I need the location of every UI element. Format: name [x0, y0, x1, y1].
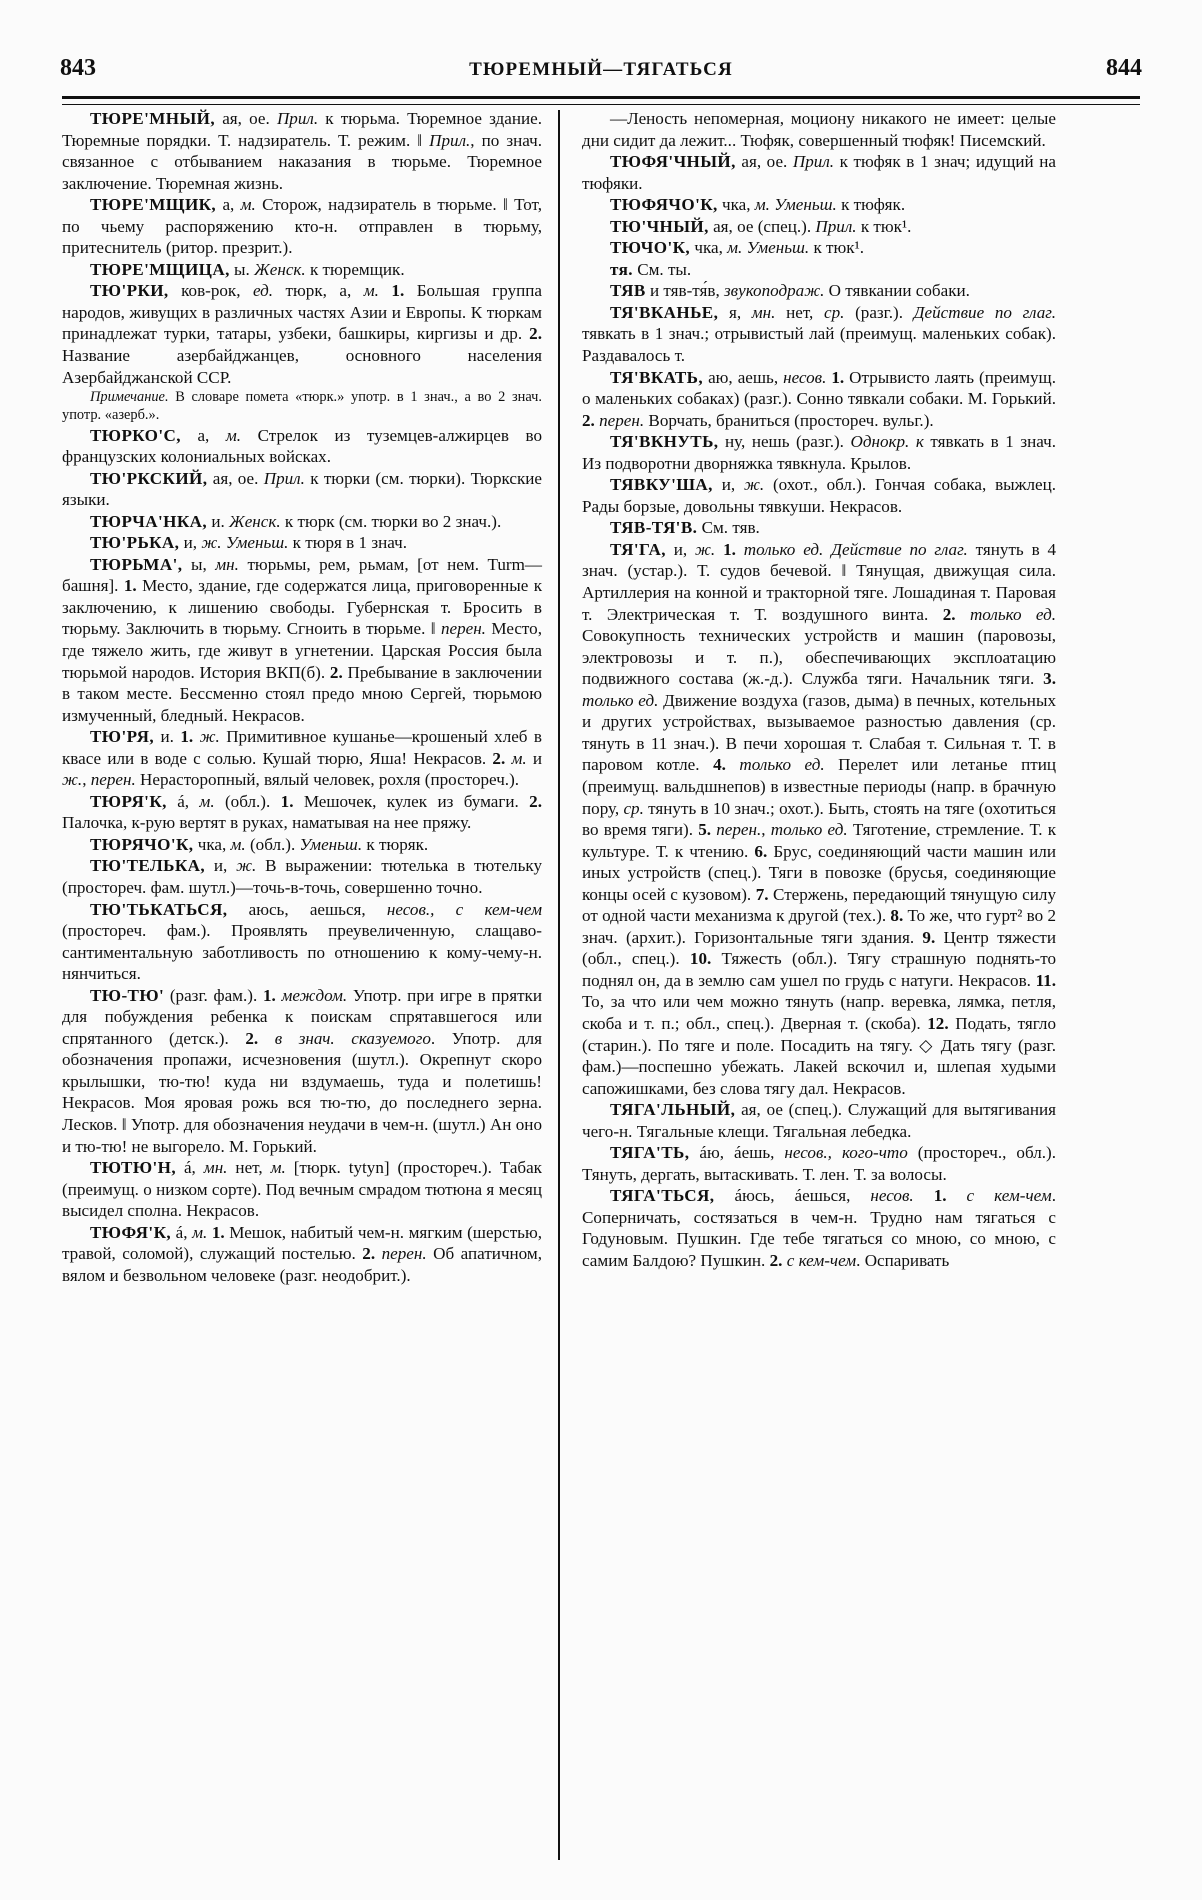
entry-body: См. ты. — [637, 259, 692, 279]
dictionary-entry — [582, 1099, 1056, 1142]
entry-body: ая, ое (спец.). Служащий для вытягивания чего-н. Тягальные клещи. Тягальная лебедка. — [582, 1100, 1056, 1141]
dictionary-entry — [62, 899, 542, 985]
dictionary-entry — [582, 237, 1056, 259]
entry-body: См. тяв. — [701, 518, 760, 538]
entry-body: á, м. 1. Мешок, набитый чем-н. мягким (шерстью, травой, соломой), служащий постелью. 2. перен. Об апатичном, вялом и безвольном человеке (разг. неодобрит.). — [62, 1222, 542, 1285]
dictionary-entry — [62, 280, 542, 388]
entry-headword: ТЯ'ВКАТЬ, — [610, 367, 704, 387]
dictionary-entry — [62, 194, 542, 259]
entry-headword: ТЮТЮ'Н, — [90, 1158, 176, 1178]
dictionary-entry — [582, 151, 1056, 194]
entry-body: —Леность непомерная, моциону никакого не имеет: целые дни сидит да лежит... Тюфяк, совершенный тюфяк! Писемский. — [582, 109, 1056, 150]
entry-body: á, м. (обл.). 1. Мешочек, кулек из бумаги. 2. Палочка, к-рую вертят в руках, наматывая на нее пряжу. — [62, 791, 542, 833]
entry-headword: ТЮРЕ'МЩИК, — [90, 195, 217, 215]
header-rule — [62, 96, 1140, 105]
entry-body: ы, мн. тюрьмы, рем, рьмам, [от нем. Turm—башня]. 1. Место, здание, где содержатся лица, приговоренные к заключению, к лишению свободы. Губернская т. Бросить в тюрьму. Заключить в тюрьму. Сгноить в тюрьме. ‖ перен. Место, где тяжело жить, где живут в угнетении. Царская Россия была тюрьмой народов. История ВКП(б). 2. Пребывание в заключении в таком месте. Бессменно стоял предо мною Сергей, тюрьмою измученный, бледный. Некрасов. — [62, 554, 543, 725]
entry-body: ну, нешь (разг.). Однокр. к тявкать в 1 знач. Из подворотни дворняжка тявкнула. Крылов. — [582, 432, 1056, 473]
left-column — [62, 108, 558, 1860]
dictionary-entry — [582, 1142, 1056, 1185]
right-column — [560, 108, 1056, 1860]
entry-headword: ТЯГА'ЛЬНЫЙ, — [610, 1100, 736, 1120]
entry-body: ая, ое (спец.). Прил. к тюк¹. — [713, 216, 912, 236]
entry-headword: ТЯ'ГА, — [610, 539, 666, 559]
dictionary-entry — [582, 216, 1056, 238]
dictionary-entry — [582, 280, 1056, 302]
entry-headword: ТЮ'РКСКИЙ, — [90, 468, 208, 488]
entry-headword: ТЮРКО'С, — [90, 425, 181, 445]
running-head — [60, 55, 1142, 89]
dictionary-entry — [582, 259, 1056, 281]
entry-headword: ТЮРЧА'НКА, — [90, 511, 208, 531]
entry-body: ая, ое. Прил. к тюрьма. Тюремное здание. Тюремные порядки. Т. надзиратель. Т. режим. ‖ Прил., по знач. связанное с отбыванием наказания в тюрьме. Тюремное заключение. Тюремная жизнь. — [62, 109, 542, 193]
entry-body: а, м. Сторож, надзиратель в тюрьме. ‖ Тот, по чьему распоряжению кто-н. отправлен в тюрьму, притеснитель (ритор. презрит.). — [62, 195, 543, 258]
entry-headword: ТЮ'РКИ, — [90, 281, 169, 301]
entry-body: áюсь, áешься, несов. 1. с кем-чем. Соперничать, состязаться в чем-н. Трудно нам тягаться с Годуновым. Пушкин. Где тебе тягаться со мною, со мною, с самим Балдою? Пушкин. 2. с кем-чем. Оспаривать — [582, 1186, 1056, 1270]
entry-body: аюсь, аешься, несов., с кем-чем (простореч. фам.). Проявлять преувеличенную, слащаво-сантиментальную заботливость по отношению к кому-чему-н. нянчиться. — [62, 899, 542, 984]
entry-body: и, ж. В выражении: тютелька в тютельку (простореч. фам. шутл.)—точь-в-точь, совершенно точно. — [62, 856, 542, 897]
entry-body: ая, ое. Прил. к тюрки (см. тюрки). Тюркские языки. — [62, 468, 542, 510]
entry-headword: ТЮЧО'К, — [610, 238, 691, 258]
dictionary-entry — [582, 1185, 1056, 1271]
entry-headword: ТЮРЯ'К, — [90, 791, 167, 811]
entry-body: ков-рок, ед. тюрк, а, м. 1. Большая группа народов, живущих в различных частях Азии и Европы. К тюркам принадлежат турки, татары, узбеки, башкиры, киргизы и др. 2. Название азербайджанцев, основного населения Азербайджанской ССР. — [62, 281, 542, 387]
entry-headword: ТЯГА'ТЬСЯ, — [610, 1186, 715, 1206]
entry-headword: ТЯВКУ'ША, — [610, 475, 713, 495]
dictionary-entry — [582, 474, 1056, 517]
dictionary-entry — [62, 532, 542, 554]
entry-body: и. Женск. к тюрк (см. тюрки во 2 знач.). — [211, 511, 502, 531]
dictionary-entry — [62, 468, 542, 511]
dictionary-entry — [62, 259, 542, 281]
dictionary-entry — [62, 855, 542, 898]
dictionary-entry — [62, 1222, 542, 1287]
entry-headword: ТЮ'ЧНЫЙ, — [610, 216, 709, 236]
dictionary-entry — [62, 791, 542, 834]
entry-headword: ТЮФЯ'К, — [90, 1222, 172, 1242]
dictionary-entry — [62, 726, 542, 791]
entry-headword: ТЮ'РЬКА, — [90, 533, 180, 553]
dictionary-entry — [582, 539, 1056, 1099]
entry-body: я, мн. нет, ср. (разг.). Действие по глаг. тявкать в 1 знач.; отрывистый лай (преимущ. маленьких собак). Раздавалось т. — [582, 302, 1056, 366]
dictionary-entry — [582, 431, 1056, 474]
running-title: ТЮРЕМНЫЙ—ТЯГАТЬСЯ — [469, 59, 733, 80]
entry-note: Примечание. В словаре помета «тюрк.» употр. в 1 знач., а во 2 знач. употр. «азерб.». — [62, 389, 542, 424]
folio-left: 843 — [60, 55, 96, 81]
entry-body: и, ж. (охот., обл.). Гончая собака, выжлец. Рады борзые, довольны тявкуши. Некрасов. — [582, 475, 1056, 516]
entry-headword: ТЮФЯЧО'К, — [610, 195, 718, 215]
entry-headword: ТЮРЬМА', — [90, 554, 183, 574]
column-container — [62, 108, 1140, 1860]
entry-headword: ТЯ'ВКНУТЬ, — [610, 432, 719, 452]
entry-headword: ТЮРЯЧО'К, — [90, 834, 194, 854]
dictionary-entry — [582, 367, 1056, 432]
entry-headword: ТЮРЕ'МЩИЦА, — [90, 259, 230, 279]
entry-body: и, ж. Уменьш. к тюря в 1 знач. — [183, 533, 408, 553]
dictionary-entry — [582, 108, 1056, 151]
entry-headword: ТЯ'ВКАНЬЕ, — [610, 302, 719, 322]
dictionary-entry — [62, 425, 542, 468]
entry-headword: ТЯГА'ТЬ, — [610, 1143, 690, 1163]
dictionary-entry — [62, 554, 542, 726]
dictionary-entry — [62, 511, 542, 533]
entry-body: áю, áешь, несов., кого-что (простореч., обл.). Тянуть, дергать, вытаскивать. Т. лен. Т. за волосы. — [582, 1143, 1056, 1184]
entry-body: ая, ое. Прил. к тюфяк в 1 знач; идущий на тюфяки. — [582, 152, 1056, 193]
dictionary-entry — [62, 985, 542, 1157]
dictionary-entry — [582, 194, 1056, 216]
entry-headword: ТЮ'РЯ, — [90, 727, 155, 747]
dictionary-entry — [62, 108, 542, 194]
entry-headword: ТЮ-ТЮ' — [90, 985, 165, 1005]
entry-headword: ТЮ'ТЬКАТЬСЯ, — [90, 899, 228, 919]
dictionary-entry — [62, 1157, 542, 1222]
entry-headword: ТЯВ-ТЯ'В. — [610, 518, 698, 538]
entry-body: чка, м. Уменьш. к тюфяк. — [721, 195, 906, 215]
entry-headword: ТЮ'ТЕЛЬКА, — [90, 856, 206, 876]
folio-right: 844 — [1106, 55, 1142, 81]
dictionary-entry — [62, 834, 542, 856]
entry-body: аю, аешь, несов. 1. Отрывисто лаять (преимущ. о маленьких собаках) (разг.). Сонно тявкали собаки. М. Горький. 2. перен. Ворчать, браниться (простореч. вульг.). — [582, 367, 1056, 430]
dictionary-entry — [582, 517, 1056, 539]
entry-body: а, м. Стрелок из туземцев-алжирцев во французских колониальных войсках. — [62, 425, 542, 467]
entry-headword: тя. — [610, 259, 633, 279]
entry-headword: ТЮРЕ'МНЫЙ, — [90, 109, 216, 128]
dictionary-entry — [582, 302, 1056, 367]
entry-body: и, ж. 1. только ед. Действие по глаг. тянуть в 4 знач. (устар.). Т. судов бечевой. ‖ Тянущая, движущая сила. Артиллерия на конной и тракторной тяге. Лошадиная т. Паровая т. Электрическая т. Т. воздушного винта. 2. только ед. Совокупность технических устройств и машин (паровозы, электровозы и т. п.), обеспечивающих эксплоатацию подвижного состава (ж.-д.). Служба тяги. Начальник тяги. 3. только ед. Движение воздуха (газов, дыма) в печных, котельных и других устройствах, вызываемое разностью давления (ср. тянуть в 11 знач.). В печи хорошая т. Слабая т. Сильная т. Т. в паровом котле. 4. только ед. Перелет или летанье птиц (преимущ. вальдшнепов) в известные периоды (напр. в брачную пору, ср. тянуть в 10 знач.; охот.). Быть, стоять на тяге (охотиться во время тяги). 5. перен., только ед. Тяготение, стремление. Т. к культуре. Т. к чтению. 6. Брус, соединяющий части машин или иных устройств (спец.). Тяги в повозке (брусья, соединяющие концы осей с кузовом). 7. Стержень, передающий тянущую силу от одной части механизма к другой (тех.). 8. То же, что гурт² во 2 знач. (архит.). Горизонтальные тяги здания. 9. Центр тяжести (обл., спец.). 10. Тяжесть (обл.). Тягу страшную поднять-то поднял он, да в землю сам ушел по грудь с натуги. Некрасов. 11. То, за что или чем можно тянуть (напр. веревка, лямка, петля, скоба и т. п.; обл., спец.). Дверная т. (скоба). 12. Подать, тягло (старин.). По тяге и поле. Посадить на тягу. ◇ Дать тягу (разг. фам.)—поспешно убежать. Лакей вскочил и, шлепая худыми сапожишками, без слова тягу дал. Некрасов. — [582, 539, 1057, 1098]
entry-body: чка, м. (обл.). Уменьш. к тюряк. — [197, 834, 429, 854]
entry-headword: ТЮФЯ'ЧНЫЙ, — [610, 152, 736, 172]
entry-body: чка, м. Уменьш. к тюк¹. — [694, 238, 864, 258]
entry-body: и тяв-тя́в, звукоподраж. О тявкании собаки. — [649, 281, 970, 301]
entry-body: á, мн. нет, м. [тюрк. tytyn] (простореч.). Табак (преимущ. о низком сорте). Под вечным смрадом тютюна я месяц высидел сполна. Некрасов. — [62, 1158, 542, 1221]
entry-body: ы. Женск. к тюремщик. — [234, 259, 405, 279]
entry-headword: ТЯВ — [610, 281, 646, 301]
entry-body: (разг. фам.). 1. междом. Употр. при игре в прятки для побуждения ребенка к поискам спрятавшегося или спрятанного (детск.). 2. в знач. сказуемого. Употр. для обозначения пропажи, исчезновения (шутл.). Окрепнут скоро крылышки, тю-тю! куда ни вздумаешь, туда и полетишь! Некрасов. Моя яровая рожь вся тю-тю, до последнего зерна. Лесков. ‖ Употр. для обозначения неудачи в чем-н. (шутл.) Ан оно и тю-тю! не выгорело. М. Горький. — [62, 985, 543, 1156]
entry-body: и. 1. ж. Примитивное кушанье—крошеный хлеб в квасе или в воде с солью. Кушай тюрю, Яша! Некрасов. 2. м. и ж., перен. Нерасторопный, вялый человек, рохля (простореч.). — [62, 727, 543, 790]
